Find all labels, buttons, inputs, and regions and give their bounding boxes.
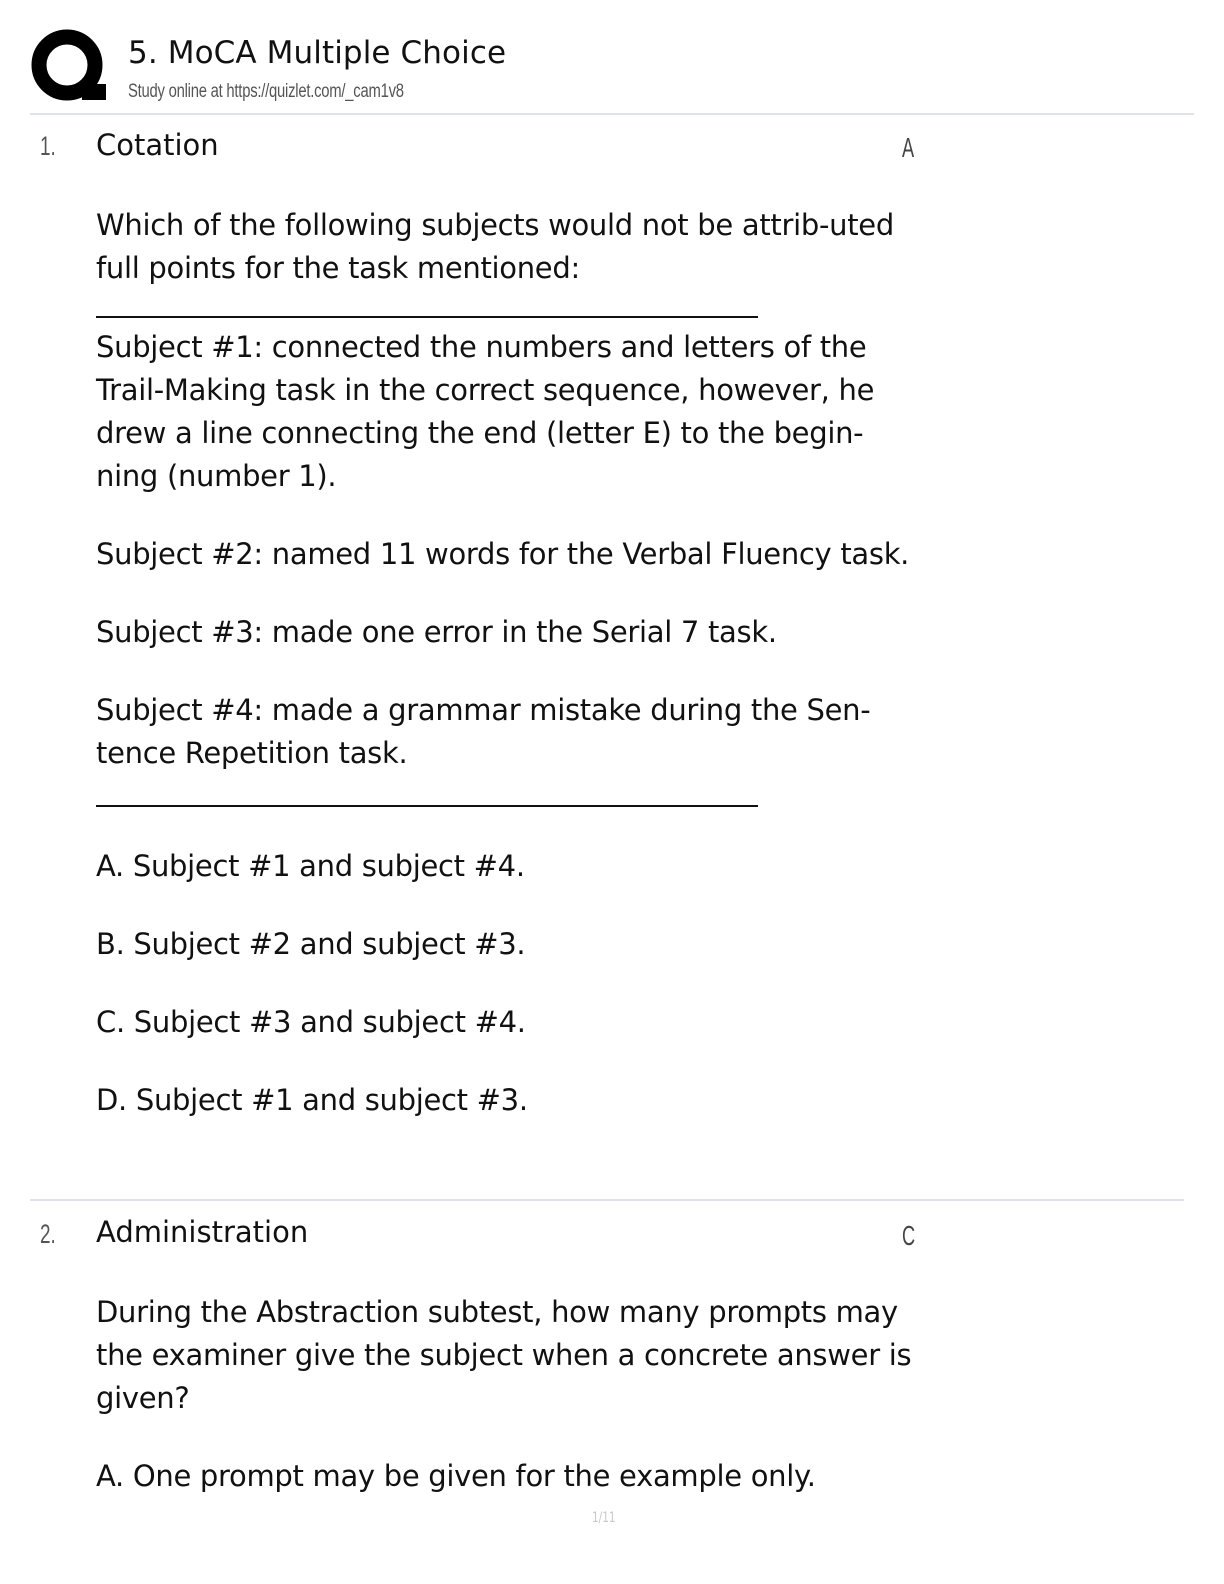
question-text: During the Abstraction subtest, how many prompts may the examiner give the subject when a concrete answer is given? — [96, 1295, 912, 1415]
subject-2-text: Subject #2: named 11 words for the Verbal Fluency task. — [96, 537, 910, 571]
option-a: A. Subject #1 and subject #4. — [96, 849, 525, 883]
divider-line — [96, 805, 758, 807]
item-number: 1. — [40, 131, 56, 161]
option-a: A. One prompt may be given for the example only. — [96, 1459, 816, 1493]
header-divider — [30, 113, 1194, 115]
item-term: Cotation — [96, 128, 219, 162]
set-title: 5. MoCA Multiple Choice — [128, 35, 507, 71]
question-text: Which of the following subjects would not be attrib-uted full points for the task mentioned: — [96, 208, 894, 285]
divider-line — [96, 316, 758, 318]
item-definition — [96, 204, 916, 1157]
item-divider — [30, 1199, 1184, 1201]
option-b: B. Subject #2 and subject #3. — [96, 927, 526, 961]
option-c: C. Subject #3 and subject #4. — [96, 1005, 526, 1039]
subject-3-text: Subject #3: made one error in the Serial 7 task. — [96, 615, 777, 649]
quizlet-logo-icon — [30, 28, 110, 108]
item-answer: C — [902, 1220, 916, 1251]
item-term: Administration — [96, 1215, 309, 1249]
item-number: 2. — [40, 1219, 56, 1249]
subject-4-text: Subject #4: made a grammar mistake during the Sen-tence Repetition task. — [96, 693, 871, 770]
study-online-link[interactable]: Study online at https://quizlet.com/_cam1v8 — [128, 81, 404, 102]
option-d: D. Subject #1 and subject #3. — [96, 1083, 528, 1117]
item-answer: A — [902, 132, 915, 163]
page-number: 1/11 — [592, 1510, 616, 1526]
subject-1-text: Subject #1: connected the numbers and letters of the Trail-Making task in the correct sequence, however, he drew a line connecting the end (letter E) to the begin-ning (number 1). — [96, 330, 875, 493]
item-definition — [96, 1291, 916, 1533]
